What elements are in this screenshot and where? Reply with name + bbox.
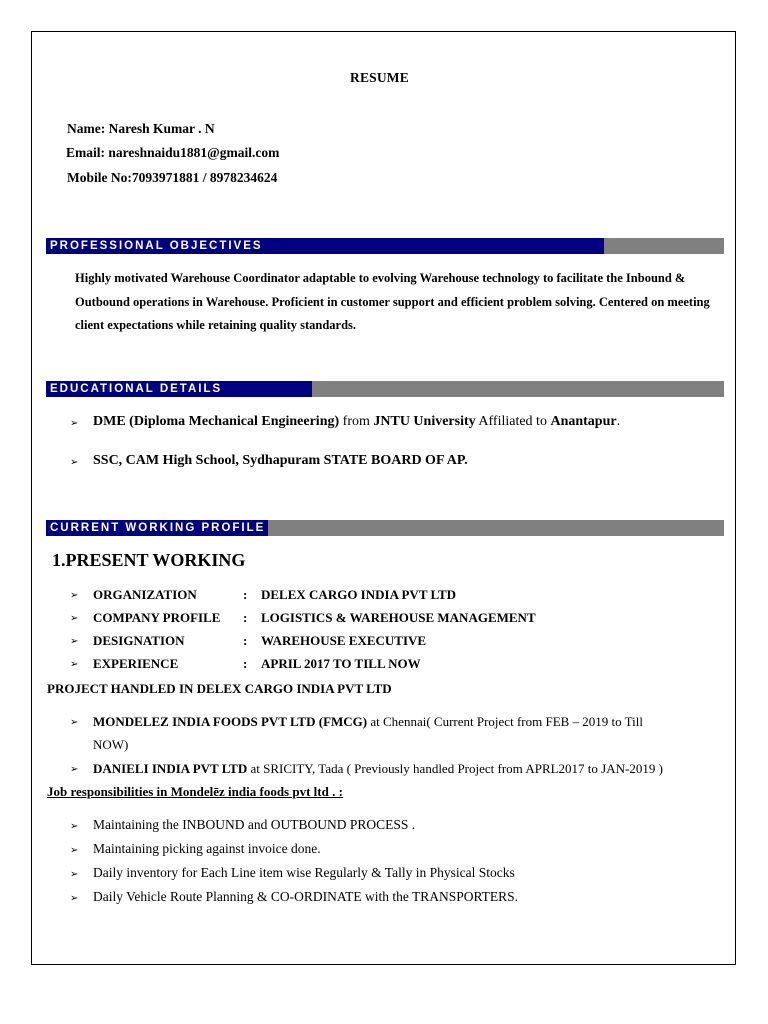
document-title: RESUME <box>350 70 409 85</box>
contact-mobile: Mobile No:7093971881 / 8978234624 <box>67 170 278 185</box>
projects-heading: PROJECT HANDLED IN DELEX CARGO INDIA PVT LTD <box>47 681 392 696</box>
responsibility-item: Daily inventory for Each Line item wise Regularly & Tally in Physical Stocks <box>93 865 515 880</box>
project-description: at SRICITY, Tada ( Previously handled Project from APRL2017 to JAN-2019 ) <box>247 761 663 776</box>
section-heading-current-working-profile: CURRENT WORKING PROFILE <box>46 520 268 536</box>
arrow-bullet-icon: ➢ <box>70 636 79 647</box>
arrow-bullet-icon: ➢ <box>70 893 79 904</box>
arrow-bullet-icon: ➢ <box>70 590 79 601</box>
contact-name: Name: Naresh Kumar . N <box>67 121 215 136</box>
job-responsibilities-heading: Job responsibilities in Mondelēz india foods pvt ltd . : <box>47 784 343 799</box>
arrow-bullet-icon: ➢ <box>70 764 79 775</box>
project-description-continued: NOW) <box>93 737 129 752</box>
arrow-bullet-icon: ➢ <box>70 418 79 429</box>
section-bar-educational-details <box>46 381 724 397</box>
project-description: at Chennai( Current Project from FEB – 2019 to Till <box>367 714 644 729</box>
education-location: Anantapur <box>550 414 617 429</box>
objective-paragraph: Highly motivated Warehouse Coordinator adaptable to evolving Warehouse technology to facilitate the Inbound & Outbound operations in Warehouse. Proficient in customer support and efficient problem solving. Centered on meeting client expectations while retaining quality standards. <box>75 271 710 332</box>
project-name: DANIELI INDIA PVT LTD <box>93 761 248 776</box>
education-text: . <box>616 414 621 429</box>
section-bar-professional-objectives <box>46 238 724 254</box>
arrow-bullet-icon: ➢ <box>70 845 79 856</box>
detail-value: WAREHOUSE EXECUTIVE <box>261 633 427 648</box>
responsibility-item: Maintaining picking against invoice done. <box>93 841 321 856</box>
section-heading-educational-details: EDUCATIONAL DETAILS <box>46 381 312 397</box>
detail-label: ORGANIZATION <box>93 587 197 602</box>
arrow-bullet-icon: ➢ <box>70 717 79 728</box>
detail-separator: : <box>243 633 248 648</box>
arrow-bullet-icon: ➢ <box>70 821 79 832</box>
education-degree: DME (Diploma Mechanical Engineering) <box>93 414 340 429</box>
arrow-bullet-icon: ➢ <box>70 457 79 468</box>
project-item-mondelez <box>93 714 643 730</box>
contact-email: Email: nareshnaidu1881@gmail.com <box>66 145 280 160</box>
detail-label: DESIGNATION <box>93 633 185 648</box>
section-bar-current-working-profile <box>46 520 724 536</box>
arrow-bullet-icon: ➢ <box>70 613 79 624</box>
detail-separator: : <box>243 656 248 671</box>
responsibility-item: Maintaining the INBOUND and OUTBOUND PROCESS . <box>93 817 416 832</box>
detail-separator: : <box>243 587 248 602</box>
arrow-bullet-icon: ➢ <box>70 659 79 670</box>
education-item-ssc: SSC, CAM High School, Sydhapuram STATE BOARD OF AP. <box>93 453 468 468</box>
project-item-danieli <box>93 761 663 777</box>
project-name: MONDELEZ INDIA FOODS PVT LTD (FMCG) <box>93 714 368 729</box>
arrow-bullet-icon: ➢ <box>70 869 79 880</box>
education-university: JNTU University <box>373 414 476 429</box>
detail-value: DELEX CARGO INDIA PVT LTD <box>261 587 457 602</box>
education-text: Affiliated to <box>475 414 551 429</box>
detail-label: EXPERIENCE <box>93 656 179 671</box>
present-working-heading: 1.PRESENT WORKING <box>52 550 246 570</box>
detail-label: COMPANY PROFILE <box>93 610 221 625</box>
detail-separator: : <box>243 610 248 625</box>
education-text: from <box>339 414 374 429</box>
responsibility-item: Daily Vehicle Route Planning & CO-ORDINATE with the TRANSPORTERS. <box>93 889 519 904</box>
detail-value: APRIL 2017 TO TILL NOW <box>261 656 421 671</box>
education-item-dme <box>93 414 620 430</box>
detail-value: LOGISTICS & WAREHOUSE MANAGEMENT <box>261 610 536 625</box>
section-heading-professional-objectives: PROFESSIONAL OBJECTIVES <box>46 238 604 254</box>
